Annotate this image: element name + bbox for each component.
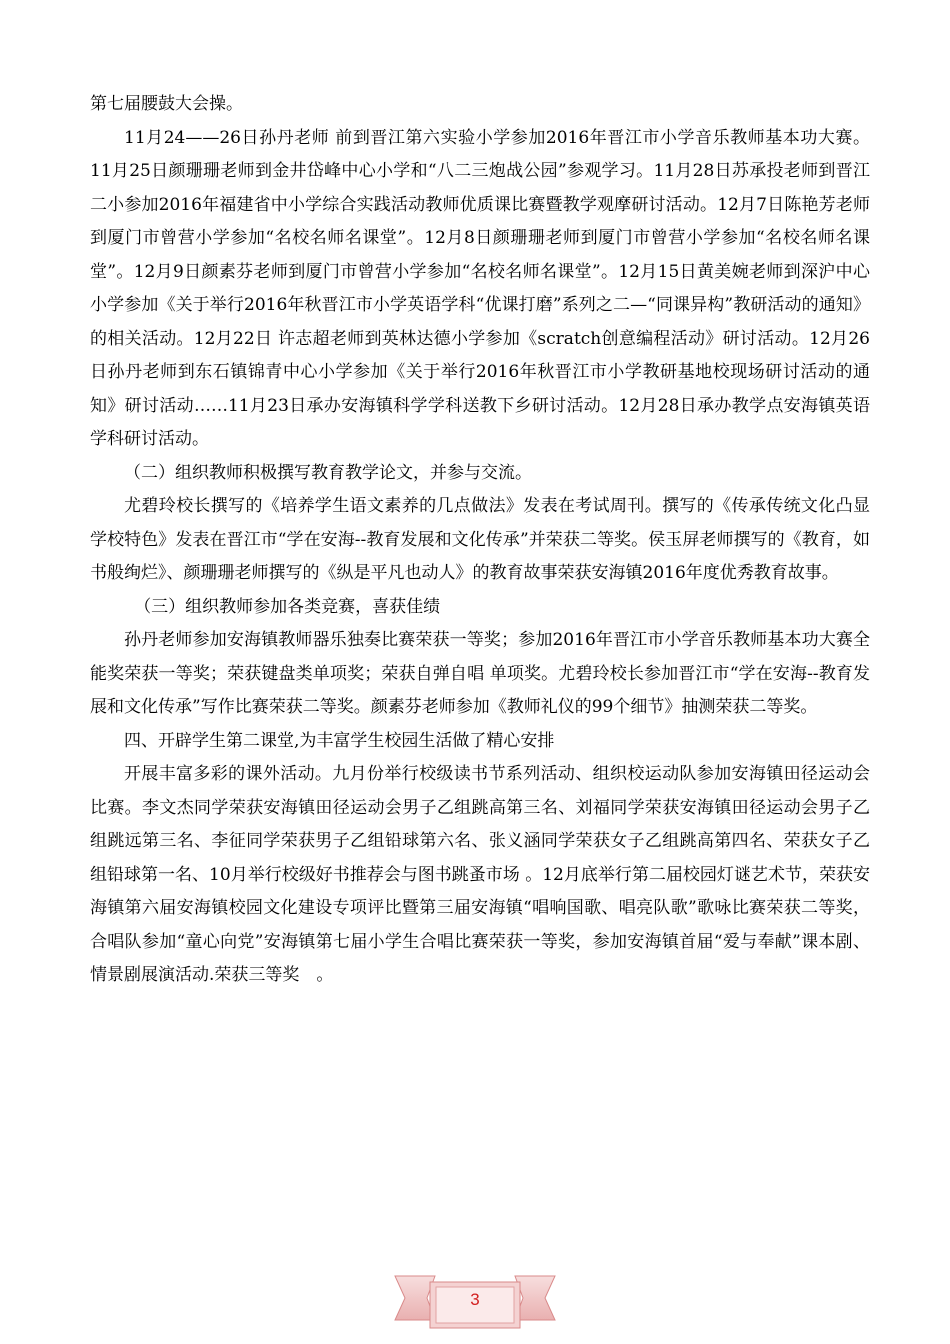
paragraph: 开展丰富多彩的课外活动。九月份举行校级读书节系列活动、组织校运动队参加安海镇田径运动会比赛。李文杰同学荣获安海镇田径运动会男子乙组跳高第三名、刘福同学荣获安海镇田径运动会男子乙组跳远第三名、李征同学荣获男子乙组铅球第六名、张义涵同学荣获女子乙组跳高第四名、荣获女子乙组铅球第一名、10月举行校级好书推荐会与图书跳蚤市场 。12月底举行第二届校园灯谜艺术节，荣获安海镇第六届安海镇校园文化建设专项评比暨第三届安海镇“唱响国歌、唱亮队歌”歌咏比赛荣获二等奖，合唱队参加“童心向党”安海镇第七届小学生合唱比赛荣获一等奖，参加安海镇首届“爱与奉献”课本剧、情景剧展演活动.荣获三等奖 。 <box>90 764 870 985</box>
paragraph: 第七届腰鼓大会操。 <box>90 94 243 114</box>
paragraph: 尤碧玲校长撰写的《培养学生语文素养的几点做法》发表在考试周刊。撰写的《传承传统文化凸显学校特色》发表在晋江市“学在安海--教育发展和文化传承”并荣获二等奖。侯玉屏老师撰写的《教育，如书般绚烂》、颜珊珊老师撰写的《纵是平凡也动人》的教育故事荣获安海镇2016年度优秀教育故事。 <box>90 496 870 583</box>
body-text <box>90 88 870 993</box>
page-footer <box>0 1268 950 1344</box>
section-heading: （二）组织教师积极撰写教育教学论文，并参与交流。 <box>124 462 532 483</box>
paragraph: 孙丹老师参加安海镇教师器乐独奏比赛荣获一等奖；参加2016年晋江市小学音乐教师基本功大赛全能奖荣获一等奖；荣获键盘类单项奖；荣获自弹自唱 单项奖。尤碧玲校长参加晋江市“学在安海--教育发展和文化传承”写作比赛荣获二等奖。颜素芬老师参加《教师礼仪的99个细节》抽测荣获二等奖。 <box>90 630 870 717</box>
page-number: 3 <box>470 1290 480 1309</box>
section-heading: 四、开辟学生第二课堂,为丰富学生校园生活做了精心安排 <box>124 730 555 751</box>
paragraph: 11月24——26日孙丹老师 前到晋江第六实验小学参加2016年晋江市小学音乐教师基本功大赛。11月25日颜珊珊老师到金井岱峰中心小学和“八二三炮战公园”参观学习。11月28日苏承投老师到晋江二小参加2016年福建省中小学综合实践活动教师优质课比赛暨教学观摩研讨活动。12月7日陈艳芳老师到厦门市曾营小学参加“名校名师名课堂”。12月8日颜珊珊老师到厦门市曾营小学参加“名校名师名课堂”。12月9日颜素芬老师到厦门市曾营小学参加“名校名师名课堂”。12月15日黄美婉老师到深沪中心小学参加《关于举行2016年秋晋江市小学英语学科“优课打磨”系列之二—“同课异构”教研活动的通知》的相关活动。12月22日 许志超老师到英林达德小学参加《scratch创意编程活动》研讨活动。12月26日孙丹老师到东石镇锦青中心小学参加《关于举行2016年秋晋江市小学教研基地校现场研讨活动的通知》研讨活动……11月23日承办安海镇科学学科送教下乡研讨活动。12月28日承办教学点安海镇英语学科研讨活动。 <box>90 127 870 449</box>
section-heading: （三）组织教师参加各类竞赛，喜获佳绩 <box>134 596 441 617</box>
